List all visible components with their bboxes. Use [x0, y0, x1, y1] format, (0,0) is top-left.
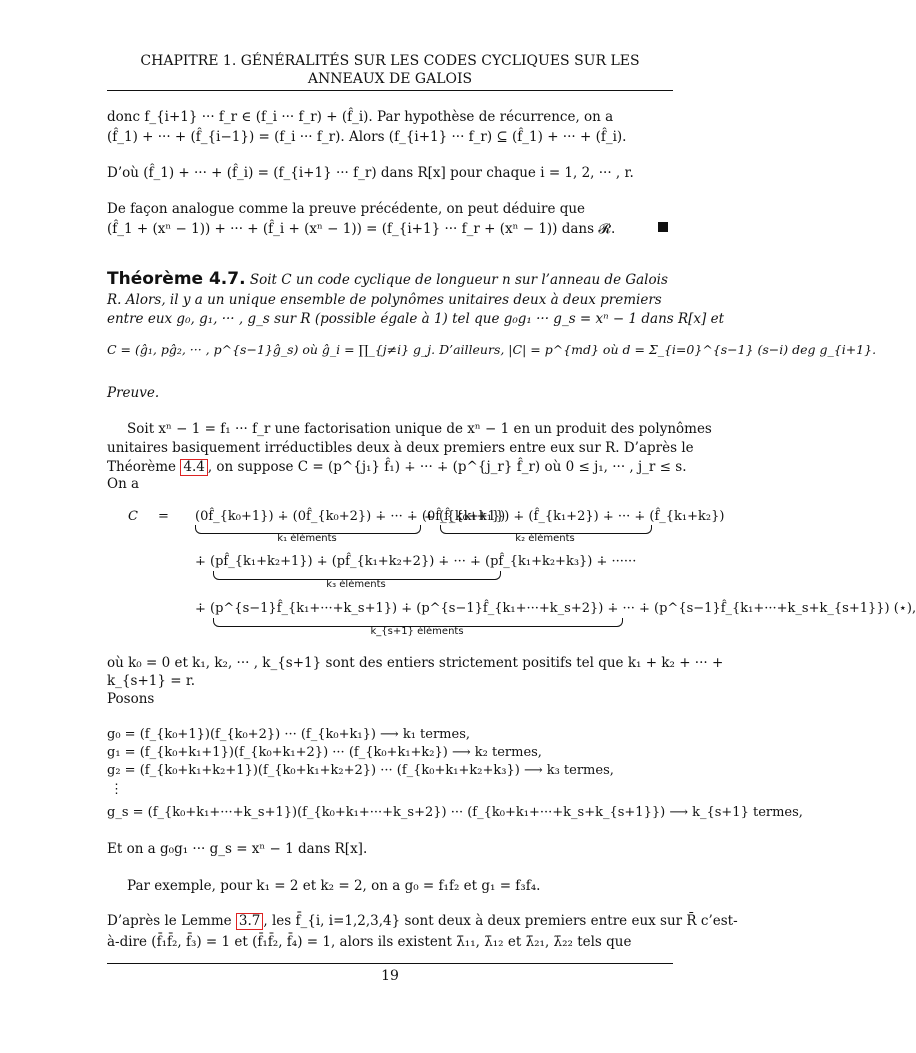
preuve-line-2: unitaires basiquement irréductibles deux à deux premiers entre eux sur R. D’après le [107, 440, 694, 456]
theorem-line-4: C = (ĝ₁, pĝ₂, ··· , p^{s−1}ĝ_s) où ĝ_i = ∏_{j≠i} g_j. D’ailleurs, |C| = p^{md} où d = Σ_{i=0}^{s−1} (s−i) deg g_{i+1}. [107, 342, 877, 357]
eq-row1-part-b: ∔ (f̂_{k₁+1}) ∔ (f̂_{k₁+2}) ∔ ··· ∔ (f̂_{k₁+k₂}) [424, 509, 725, 524]
lemma-ref-link[interactable]: 3.7 [236, 913, 263, 930]
proof-line-5: (f̂_1 + (xⁿ − 1)) + ··· + (f̂_i + (xⁿ − 1)) = (f_{i+1} ··· f_r + (xⁿ − 1)) dans 𝓡. [107, 221, 616, 237]
def-gs: g_s = (f_{k₀+k₁+···+k_s+1})(f_{k₀+k₁+···+k_s+2}) ··· (f_{k₀+k₁+···+k_s+k_{s+1}}) ⟶ k_{s+1} termes, [107, 805, 803, 820]
qed-square-icon [658, 222, 668, 232]
eq-row3: ∔ (p^{s−1}f̂_{k₁+···+k_s+1}) ∔ (p^{s−1}f̂_{k₁+···+k_s+2}) ∔ ··· ∔ (p^{s−1}f̂_{k₁+···+k_s+k_{s+1}}) (⋆), [195, 601, 916, 616]
after-line-2: k_{s+1} = r. [107, 673, 196, 689]
underbrace-1-label: k₁ éléments [277, 533, 337, 544]
running-header-line2: ANNEAUX DE GALOIS [307, 71, 473, 87]
def-g1: g₁ = (f_{k₀+k₁+1})(f_{k₀+k₁+2}) ··· (f_{k₀+k₁+k₂}) ⟶ k₂ termes, [107, 745, 542, 760]
def-vdots: ⋮ [110, 782, 123, 797]
after-line-3: Posons [107, 691, 155, 707]
theorem-line-1 [107, 270, 673, 290]
after-line-1: où k₀ = 0 et k₁, k₂, ··· , k_{s+1} sont des entiers strictement positifs tel que k₁ + k₂ + ··· + [107, 655, 724, 671]
preuve-label: Preuve. [107, 385, 160, 401]
header-rule [107, 90, 673, 91]
proof-line-3: D’où (f̂_1) + ··· + (f̂_i) = (f_{i+1} ··· f_r) dans R[x] pour chaque i = 1, 2, ··· , r. [107, 165, 634, 181]
theorem-text-1: Soit C un code cyclique de longueur n sur l’anneau de Galois [249, 272, 668, 288]
def-g0: g₀ = (f_{k₀+1})(f_{k₀+2}) ··· (f_{k₀+k₁}) ⟶ k₁ termes, [107, 727, 470, 742]
theorem-line-3: entre eux g₀, g₁, ··· , g_s sur R (possible égale à 1) tel que g₀g₁ ··· g_s = xⁿ − 1 dans R[x] et [107, 311, 724, 327]
underbrace-4-label: k_{s+1} éléments [370, 626, 464, 637]
eq-row1-part-a: (0f̂_{k₀+1}) ∔ (0f̂_{k₀+2}) ∔ ··· ∔ (0f̂_{k₀+k₁}) [195, 509, 506, 524]
eq-lhs: C [128, 509, 138, 524]
theorem-title: Théorème 4.7. [107, 269, 246, 289]
eq-sign: = [158, 509, 169, 524]
tail-line-4: à-dire (f̄₁f̄₂, f̄₃) = 1 et (f̄₁f̄₂, f̄₄) = 1, alors ils existent λ̄₁₁, λ̄₁₂ et λ̄₂₁, λ̄₂₂ tels que [107, 934, 632, 950]
theorem-ref-link[interactable]: 4.4 [180, 459, 207, 476]
tail-line-1: Et on a g₀g₁ ··· g_s = xⁿ − 1 dans R[x]. [107, 841, 368, 857]
tail-line-2: Par exemple, pour k₁ = 2 et k₂ = 2, on a g₀ = f₁f₂ et g₁ = f₃f₄. [127, 878, 541, 894]
preuve-line-3-start: Théorème [107, 459, 177, 475]
tail-line-3-start: D’après le Lemme [107, 913, 232, 929]
page-number: 19 [381, 968, 399, 984]
theorem-line-2: R. Alors, il y a un unique ensemble de polynômes unitaires deux à deux premiers [107, 292, 662, 308]
footer-rule [107, 963, 673, 964]
tail-line-3 [107, 912, 738, 931]
proof-line-4: De façon analogue comme la preuve précédente, on peut déduire que [107, 201, 586, 217]
preuve-line-4: On a [107, 476, 140, 492]
eq-row2: ∔ (pf̂_{k₁+k₂+1}) ∔ (pf̂_{k₁+k₂+2}) ∔ ··· ∔ (pf̂_{k₁+k₂+k₃}) ∔ ······ [195, 554, 637, 569]
proof-line-1: donc f_{i+1} ··· f_r ∈ (f_i ··· f_r) + (f̂_i). Par hypothèse de récurrence, on a [107, 109, 614, 125]
proof-line-2: (f̂_1) + ··· + (f̂_{i−1}) = (f_i ··· f_r). Alors (f_{i+1} ··· f_r) ⊆ (f̂_1) + ··· + (f̂_i). [107, 129, 627, 145]
def-g2: g₂ = (f_{k₀+k₁+k₂+1})(f_{k₀+k₁+k₂+2}) ··· (f_{k₀+k₁+k₂+k₃}) ⟶ k₃ termes, [107, 763, 614, 778]
running-header-line1: CHAPITRE 1. GÉNÉRALITÉS SUR LES CODES CYCLIQUES SUR LES [140, 53, 640, 69]
underbrace-3-label: k₃ éléments [326, 579, 386, 590]
preuve-line-3-end: , on suppose C = (p^{j₁} f̂₁) ∔ ··· ∔ (p^{j_r} f̂_r) où 0 ≤ j₁, ··· , j_r ≤ s. [207, 459, 687, 475]
tail-line-3-end: , les f̄_{i, i=1,2,3,4} sont deux à deux premiers entre eux sur R̄ c’est- [263, 913, 738, 929]
underbrace-2-label: k₂ éléments [515, 533, 575, 544]
preuve-line-1: Soit xⁿ − 1 = f₁ ··· f_r une factorisation unique de xⁿ − 1 en un produit des polynômes [127, 421, 712, 437]
